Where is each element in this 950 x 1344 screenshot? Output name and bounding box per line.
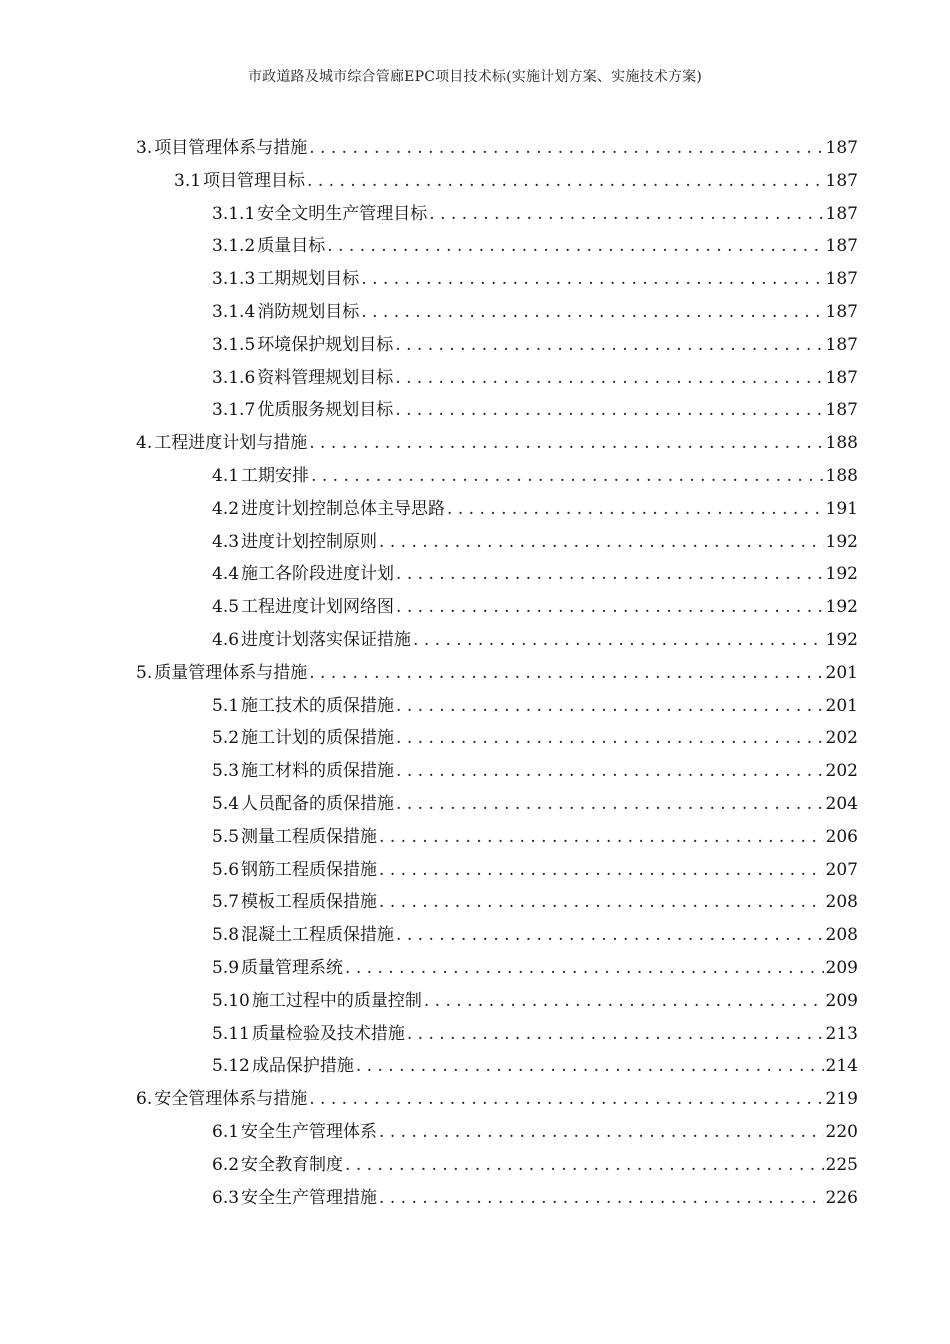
toc-dot-leader: [379, 526, 824, 559]
toc-entry-page: 187: [825, 203, 858, 224]
toc-entry-title: 施工计划的质保措施: [241, 728, 395, 749]
toc-entry[interactable]: [136, 329, 858, 362]
toc-entry[interactable]: [136, 722, 858, 755]
toc-entry[interactable]: [136, 1182, 858, 1215]
toc-entry-title: 质量目标: [257, 236, 326, 257]
toc-entry-title: 安全教育制度: [241, 1154, 344, 1175]
toc-dot-leader: [379, 886, 824, 919]
toc-dot-leader: [396, 558, 824, 591]
toc-entry[interactable]: [136, 230, 858, 263]
toc-dot-leader: [395, 329, 823, 362]
toc-dot-leader: [311, 460, 824, 493]
toc-entry-page: 187: [825, 269, 858, 290]
toc-entry-page: 207: [825, 859, 858, 880]
toc-entry-title: 钢筋工程质保措施: [241, 859, 378, 880]
toc-entry-number: 5.1: [212, 695, 240, 716]
toc-entry-number: 4.4: [212, 564, 240, 585]
toc-entry-page: 187: [825, 138, 858, 158]
toc-entry-number: 5.4: [212, 793, 240, 814]
toc-dot-leader: [345, 1149, 824, 1182]
toc-entry-number: 6.: [136, 1089, 153, 1110]
toc-entry[interactable]: [136, 1116, 858, 1149]
toc-dot-leader: [309, 1083, 823, 1116]
toc-entry-title: 测量工程质保措施: [241, 826, 378, 847]
toc-entry-number: 5.6: [212, 859, 240, 880]
toc-entry[interactable]: [136, 591, 858, 624]
toc-entry[interactable]: [136, 132, 858, 165]
toc-dot-leader: [395, 394, 823, 427]
toc-entry[interactable]: [136, 657, 858, 690]
toc-entry-number: 3.1.7: [212, 400, 256, 421]
toc-entry[interactable]: [136, 1149, 858, 1182]
toc-dot-leader: [361, 296, 823, 329]
toc-dot-leader: [345, 952, 824, 985]
toc-dot-leader: [307, 165, 824, 198]
toc-dot-leader: [396, 788, 824, 821]
toc-dot-leader: [379, 821, 824, 854]
toc-entry-page: 187: [825, 400, 858, 421]
toc-entry-title: 安全生产管理体系: [241, 1121, 378, 1142]
toc-entry-number: 6.3: [212, 1187, 240, 1208]
toc-dot-leader: [356, 1050, 824, 1083]
toc-entry-title: 安全管理体系与措施: [154, 1089, 308, 1110]
toc-entry[interactable]: [136, 296, 858, 329]
toc-dot-leader: [395, 362, 823, 395]
toc-dot-leader: [309, 657, 823, 690]
toc-entry-number: 3.1.6: [212, 367, 256, 388]
toc-dot-leader: [379, 1182, 824, 1215]
toc-dot-leader: [379, 854, 824, 887]
toc-entry-title: 工程进度计划与措施: [154, 433, 308, 454]
toc-entry-page: 192: [825, 597, 858, 618]
toc-entry-number: 3.1.5: [212, 334, 256, 355]
table-of-contents: [136, 132, 858, 1214]
toc-entry-title: 工程进度计划网络图: [241, 597, 395, 618]
toc-entry-number: 4.6: [212, 629, 240, 650]
toc-entry-page: 201: [825, 695, 858, 716]
toc-entry-page: 201: [825, 662, 858, 683]
toc-entry-number: 4.: [136, 433, 153, 454]
toc-entry-title: 环境保护规划目标: [257, 334, 394, 355]
toc-entry[interactable]: [136, 952, 858, 985]
toc-entry-page: 225: [825, 1154, 858, 1175]
toc-entry[interactable]: [136, 821, 858, 854]
toc-entry-page: 188: [825, 433, 858, 454]
toc-entry[interactable]: [136, 788, 858, 821]
toc-entry-title: 进度计划控制总体主导思路: [241, 498, 446, 519]
toc-entry-number: 5.7: [212, 892, 240, 913]
toc-dot-leader: [309, 132, 823, 165]
toc-entry-number: 3.1: [174, 170, 202, 191]
toc-entry-title: 进度计划控制原则: [241, 531, 378, 552]
toc-entry[interactable]: [136, 394, 858, 427]
toc-entry-number: 3.1.4: [212, 301, 256, 322]
toc-entry[interactable]: [136, 198, 858, 231]
toc-entry-number: 5.9: [212, 957, 240, 978]
toc-entry[interactable]: [136, 755, 858, 788]
toc-entry[interactable]: [136, 493, 858, 526]
toc-entry-title: 安全生产管理措施: [241, 1187, 378, 1208]
toc-entry-number: 5.8: [212, 925, 240, 946]
toc-entry-title: 施工各阶段进度计划: [241, 564, 395, 585]
toc-entry-number: 5.2: [212, 728, 240, 749]
toc-entry-title: 质量检验及技术措施: [251, 1023, 405, 1044]
toc-entry-number: 3.1.1: [212, 203, 256, 224]
toc-entry-page: 192: [825, 629, 858, 650]
toc-dot-leader: [396, 591, 824, 624]
toc-entry-page: 188: [825, 465, 858, 486]
toc-entry-page: 187: [825, 334, 858, 355]
toc-entry-title: 模板工程质保措施: [241, 892, 378, 913]
toc-dot-leader: [309, 427, 823, 460]
toc-entry[interactable]: [136, 690, 858, 723]
toc-entry-number: 3.1.2: [212, 236, 256, 257]
toc-dot-leader: [361, 263, 823, 296]
toc-dot-leader: [379, 1116, 824, 1149]
toc-entry-title: 工期规划目标: [257, 269, 360, 290]
toc-entry-page: 204: [825, 793, 858, 814]
toc-entry-page: 213: [825, 1023, 858, 1044]
toc-entry[interactable]: [136, 624, 858, 657]
toc-entry-number: 4.2: [212, 498, 240, 519]
toc-entry-title: 资料管理规划目标: [257, 367, 394, 388]
toc-entry[interactable]: [136, 985, 858, 1018]
toc-entry-page: 209: [825, 957, 858, 978]
toc-entry-page: 192: [825, 531, 858, 552]
running-header: 市政道路及城市综合管廊EPC项目技术标(实施计划方案、实施技术方案): [247, 69, 703, 85]
toc-entry-page: 192: [825, 564, 858, 585]
toc-entry-page: 202: [825, 761, 858, 782]
toc-entry[interactable]: [136, 460, 858, 493]
toc-entry-title: 混凝土工程质保措施: [241, 925, 395, 946]
toc-entry-page: 202: [825, 728, 858, 749]
toc-entry-page: 208: [825, 892, 858, 913]
toc-entry-title: 项目管理体系与措施: [154, 138, 308, 158]
toc-entry-number: 4.5: [212, 597, 240, 618]
toc-entry[interactable]: [136, 362, 858, 395]
toc-entry-title: 安全文明生产管理目标: [257, 203, 428, 224]
toc-entry[interactable]: [136, 854, 858, 887]
toc-entry-title: 项目管理目标: [203, 170, 306, 191]
toc-entry[interactable]: [136, 165, 858, 198]
toc-entry[interactable]: [136, 427, 858, 460]
toc-dot-leader: [424, 985, 824, 1018]
toc-entry-title: 成品保护措施: [251, 1056, 354, 1077]
toc-entry-page: 187: [825, 301, 858, 322]
toc-entry[interactable]: [136, 919, 858, 952]
toc-entry-number: 4.3: [212, 531, 240, 552]
toc-entry-number: 5.5: [212, 826, 240, 847]
toc-dot-leader: [447, 493, 824, 526]
toc-entry[interactable]: [136, 558, 858, 591]
toc-entry[interactable]: [136, 886, 858, 919]
toc-entry-page: 226: [825, 1187, 858, 1208]
toc-entry-title: 人员配备的质保措施: [241, 793, 395, 814]
toc-entry[interactable]: [136, 1050, 858, 1083]
toc-entry-number: 5.10: [212, 990, 250, 1011]
toc-entry-title: 进度计划落实保证措施: [241, 629, 412, 650]
toc-dot-leader: [396, 722, 824, 755]
toc-entry-number: 6.2: [212, 1154, 240, 1175]
toc-entry-page: 187: [825, 170, 858, 191]
toc-entry-number: 5.3: [212, 761, 240, 782]
toc-entry-page: 219: [825, 1089, 858, 1110]
toc-entry-number: 3.: [136, 138, 153, 158]
toc-entry-number: 4.1: [212, 465, 240, 486]
toc-entry-title: 施工材料的质保措施: [241, 761, 395, 782]
toc-entry-page: 214: [825, 1056, 858, 1077]
toc-dot-leader: [327, 230, 823, 263]
toc-entry[interactable]: [136, 263, 858, 296]
toc-entry[interactable]: [136, 1083, 858, 1116]
toc-entry-title: 质量管理系统: [241, 957, 344, 978]
toc-dot-leader: [396, 919, 824, 952]
toc-entry-page: 208: [825, 925, 858, 946]
toc-dot-leader: [429, 198, 823, 231]
toc-dot-leader: [396, 755, 824, 788]
toc-entry-number: 5.11: [212, 1023, 250, 1044]
toc-entry-number: 5.: [136, 662, 153, 683]
toc-entry-page: 220: [825, 1121, 858, 1142]
toc-entry[interactable]: [136, 1018, 858, 1051]
toc-entry-title: 施工过程中的质量控制: [251, 990, 422, 1011]
toc-entry-page: 187: [825, 367, 858, 388]
toc-entry-page: 187: [825, 236, 858, 257]
toc-entry[interactable]: [136, 526, 858, 559]
toc-entry-title: 质量管理体系与措施: [154, 662, 308, 683]
toc-entry-page: 191: [825, 498, 858, 519]
toc-dot-leader: [407, 1018, 824, 1051]
toc-entry-title: 优质服务规划目标: [257, 400, 394, 421]
toc-entry-page: 206: [825, 826, 858, 847]
toc-dot-leader: [413, 624, 824, 657]
toc-entry-title: 消防规划目标: [257, 301, 360, 322]
toc-entry-title: 施工技术的质保措施: [241, 695, 395, 716]
toc-entry-page: 209: [825, 990, 858, 1011]
toc-dot-leader: [396, 690, 824, 723]
toc-entry-number: 3.1.3: [212, 269, 256, 290]
toc-entry-title: 工期安排: [241, 465, 310, 486]
toc-entry-number: 5.12: [212, 1056, 250, 1077]
toc-entry-number: 6.1: [212, 1121, 240, 1142]
